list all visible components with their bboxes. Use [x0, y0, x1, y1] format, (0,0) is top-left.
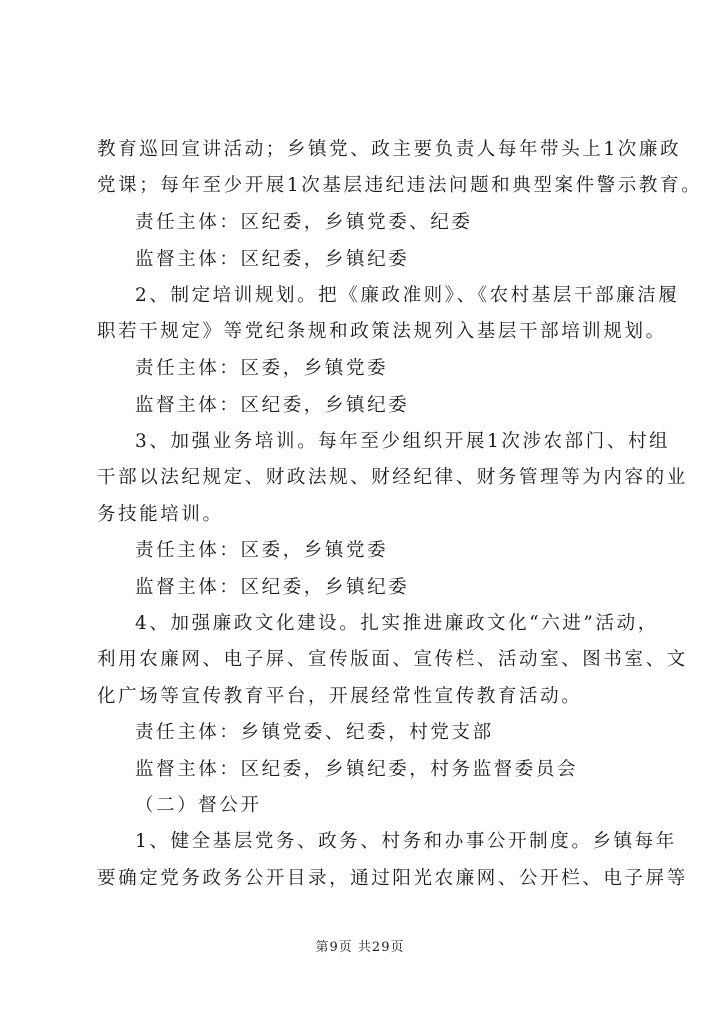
paragraph-line: 教育巡回宣讲活动；乡镇党、政主要负责人每年带头上1次廉政 [97, 139, 682, 160]
item-heading-line: 2、制定培训规划。把《廉政准则》、《农村基层干部廉洁履 [135, 285, 680, 306]
paragraph-line: 务技能培训。 [97, 504, 224, 525]
section-heading: （二）督公开 [135, 795, 262, 816]
paragraph-line: 利用农廉网、电子屏、宣传版面、宣传栏、活动室、图书室、文 [97, 649, 688, 670]
paragraph-line: 党课；每年至少开展1次基层违纪违法问题和典型案件警示教育。 [97, 175, 703, 196]
paragraph-line: 干部以法纪规定、财政法规、财经纪律、财务管理等为内容的业 [97, 467, 688, 488]
responsibility-line: 责任主体：区委，乡镇党委 [135, 358, 389, 379]
supervision-line: 监督主体：区纪委，乡镇纪委，村务监督委员会 [135, 759, 579, 780]
paragraph-line: 化广场等宣传教育平台，开展经常性宣传教育活动。 [97, 686, 583, 707]
page-number-footer: 第9页 共29页 [315, 940, 405, 955]
paragraph-line: 职若干规定》等党纪条规和政策法规列入基层干部培训规划。 [97, 321, 667, 342]
supervision-line: 监督主体：区纪委，乡镇纪委 [135, 577, 410, 598]
item-heading-line: 4、加强廉政文化建设。扎实推进廉政文化“六进”活动， [135, 613, 659, 634]
responsibility-line: 责任主体：区纪委，乡镇党委、纪委 [135, 212, 473, 233]
supervision-line: 监督主体：区纪委，乡镇纪委 [135, 395, 410, 416]
item-heading-line: 3、加强业务培训。每年至少组织开展1次涉农部门、村组 [135, 431, 671, 452]
responsibility-line: 责任主体：区委，乡镇党委 [135, 540, 389, 561]
item-heading-line: 1、健全基层党务、政务、村务和办事公开制度。乡镇每年 [135, 831, 677, 852]
supervision-line: 监督主体：区纪委，乡镇纪委 [135, 249, 410, 270]
responsibility-line: 责任主体：乡镇党委、纪委，村党支部 [135, 722, 494, 743]
paragraph-line: 要确定党务政务公开目录，通过阳光农廉网、公开栏、电子屏等 [97, 868, 688, 889]
